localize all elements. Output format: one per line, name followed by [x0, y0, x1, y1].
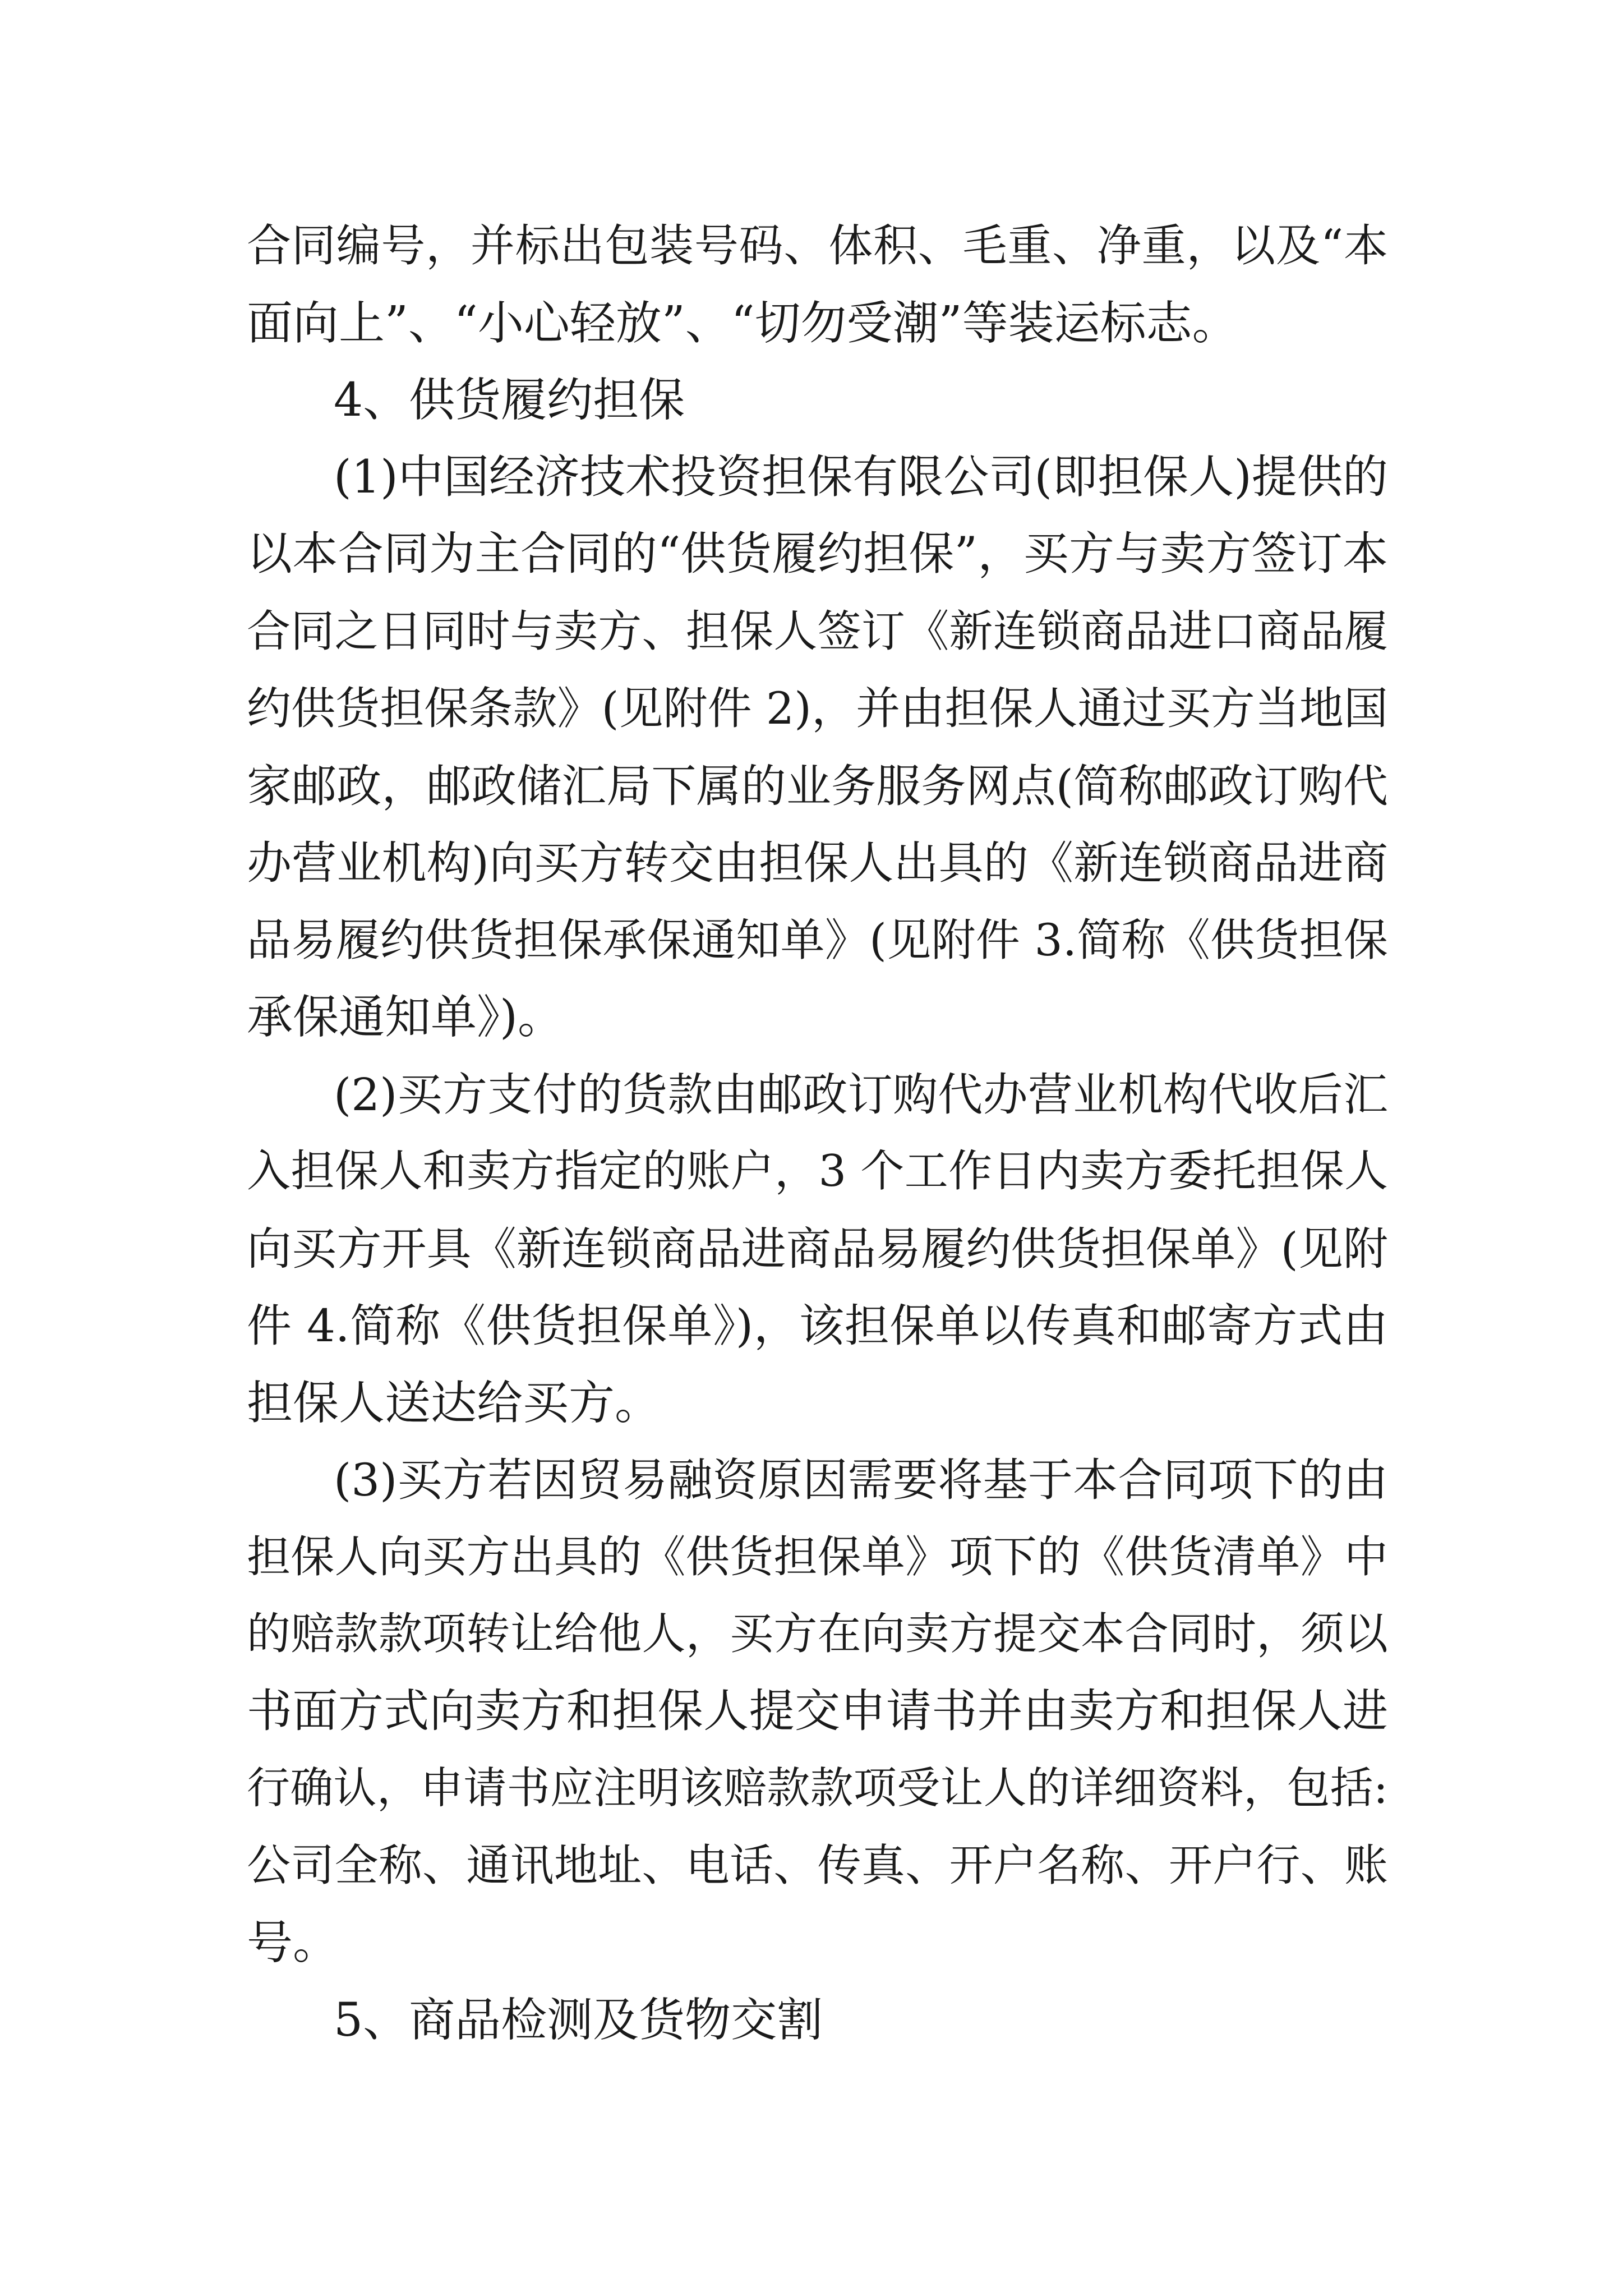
section-heading: 4、供货履约担保	[334, 374, 685, 427]
text-line: (2)买方支付的货款由邮政订购代办营业机构代收后汇	[334, 1068, 1388, 1121]
text-line: 行确认，申请书应注明该赔款款项受让人的详细资料，包括:	[247, 1764, 1388, 1814]
text-line: 承保通知单》)。	[247, 991, 564, 1044]
text-line: 办营业机构)向买方转交由担保人出具的《新连锁商品进商	[247, 837, 1388, 889]
text-line: 公司全称、通讯地址、电话、传真、开户名称、开户行、账	[247, 1840, 1388, 1891]
text-line: 向买方开具《新连锁商品进商品易履约供货担保单》(见附	[247, 1222, 1388, 1275]
text-line: (3)买方若因贸易融资原因需要将基于本合同项下的由	[334, 1454, 1388, 1506]
text-line: 书面方式向卖方和担保人提交申请书并由卖方和担保人进	[247, 1685, 1388, 1738]
text-line: 约供货担保条款》(见附件 2)，并由担保人通过买方当地国	[247, 683, 1388, 734]
text-line: 件 4.简称《供货担保单》)，该担保单以传真和邮寄方式由	[247, 1300, 1388, 1352]
text-line: 合同之日同时与卖方、担保人签订《新连锁商品进口商品履	[247, 606, 1388, 657]
text-line: 以本合同为主合同的“供货履约担保”，买方与卖方签订本	[247, 528, 1388, 581]
text-line: 号。	[247, 1916, 339, 1970]
text-line: 入担保人和卖方指定的账户，3 个工作日内卖方委托担保人	[247, 1146, 1388, 1197]
text-line: 担保人向买方出具的《供货担保单》项下的《供货清单》中	[247, 1531, 1388, 1582]
text-line: (1)中国经济技术投资担保有限公司(即担保人)提供的	[334, 450, 1388, 504]
text-line: 面向上”、“小心轻放”、“切勿受潮”等装运标志。	[247, 296, 1238, 350]
text-line: 家邮政，邮政储汇局下属的业务服务网点(简称邮政订购代	[247, 760, 1388, 812]
text-line: 合同编号，并标出包装号码、体积、毛重、净重，以及“本	[247, 220, 1388, 272]
section-heading: 5、商品检测及货物交割	[334, 1993, 823, 2047]
document-body	[247, 208, 1388, 2059]
text-line: 担保人送达给买方。	[247, 1376, 661, 1430]
text-line: 的赔款款项转让给他人，买方在向卖方提交本合同时，须以	[247, 1609, 1388, 1659]
text-line: 品易履约供货担保承保通知单》(见附件 3.简称《供货担保	[247, 914, 1388, 966]
